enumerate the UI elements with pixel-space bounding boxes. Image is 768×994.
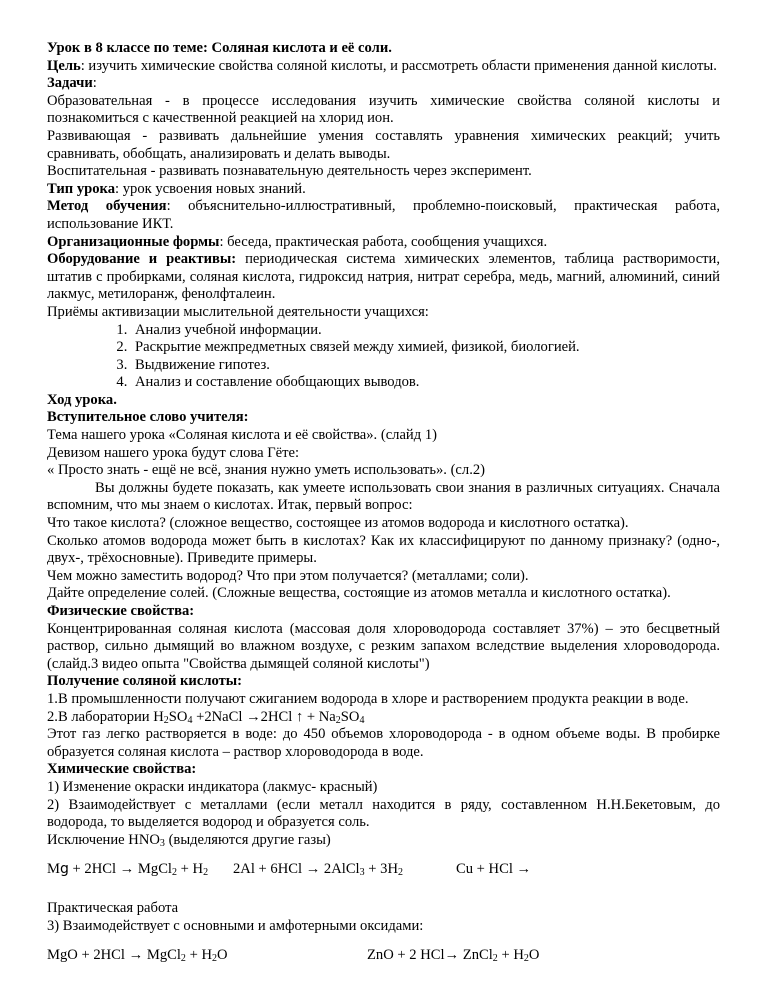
lesson-type-text: : урок усвоения новых знаний. bbox=[115, 180, 306, 197]
equation-row-metals bbox=[47, 861, 720, 879]
lesson-type-paragraph bbox=[47, 181, 720, 199]
method-text: : объяснительно-иллюстративный, проблемно-поисковый, практическая работа, использование ИКТ. bbox=[47, 198, 720, 232]
subscript: 3 bbox=[359, 867, 365, 879]
equation-zno bbox=[367, 947, 539, 965]
physical-heading: Физические свойства: bbox=[47, 603, 195, 619]
equipment-label: Оборудование и реактивы: bbox=[47, 251, 237, 268]
document-page bbox=[47, 40, 720, 965]
text-run: ZnO + 2 HCl→ ZnCl bbox=[367, 947, 493, 964]
subscript: 2 bbox=[398, 867, 403, 879]
intro-paragraph: Вы должны будете показать, как умеете использовать свои знания в различных ситуациях. Сначала вспомним, что мы знаем о кислотах. Итак, первый вопрос: bbox=[47, 479, 720, 514]
task-upbringing: Воспитательная - развивать познавательную деятельность через эксперимент. bbox=[47, 163, 532, 180]
subscript: 2 bbox=[335, 714, 341, 726]
task-developmental: Развивающая - развивать дальнейшие умения составлять уравнения химических реакций; учить сравнивать, обобщать, анализировать и делать выводы. bbox=[47, 127, 720, 162]
text-run: Исключение HNO bbox=[47, 831, 160, 848]
techniques-list bbox=[47, 322, 720, 392]
subscript: 2 bbox=[171, 867, 177, 879]
text-run: + 3H bbox=[364, 861, 398, 878]
goal-label: Цель bbox=[47, 57, 81, 74]
intro-line: « Просто знать - ещё не всё, знания нужно уметь использовать». (сл.2) bbox=[47, 462, 485, 479]
list-item: 1. Анализ учебной информации. bbox=[131, 322, 720, 340]
text-run: 2.В лаборатории H bbox=[47, 708, 164, 725]
text-run: g bbox=[59, 861, 69, 878]
question: Сколько атомов водорода может быть в кислотах? Как их классифицируют по данному признаку? (одно-, двух-, трёхосновные). Приведите примеры. bbox=[47, 532, 720, 567]
equation-row-oxides bbox=[47, 947, 720, 965]
chemical-heading: Химические свойства: bbox=[47, 761, 197, 778]
production-note: Этот газ легко растворяется в воде: до 450 объемов хлороводорода - в одном объеме воды. В пробирке образуется соляная кислота – раствор хлороводорода в воде. bbox=[47, 726, 720, 760]
intro-line: Тема нашего урока «Соляная кислота и её свойства». (слайд 1) bbox=[47, 427, 437, 444]
subscript: 2 bbox=[523, 953, 529, 965]
tasks-label: Задачи: bbox=[47, 75, 97, 92]
question: Что такое кислота? (сложное вещество, состоящее из атомов водорода и кислотного остатка). bbox=[47, 515, 629, 532]
equation-mg bbox=[47, 861, 233, 879]
method-paragraph bbox=[47, 198, 720, 233]
list-item: 2. Раскрытие межпредметных связей между химией, физикой, биологией. bbox=[131, 339, 720, 357]
text-run: MgO + 2HCl → MgCl bbox=[47, 947, 181, 964]
equation-cu: Cu + HCl → bbox=[456, 861, 532, 878]
text-run: O bbox=[528, 947, 540, 964]
goal-text: : изучить химические свойства соляной кислоты, и рассмотреть области применения данной кислоты. bbox=[80, 57, 717, 74]
equipment-paragraph bbox=[47, 251, 720, 304]
chem-exception bbox=[47, 832, 720, 850]
text-run: + H bbox=[497, 947, 524, 964]
text-run: M bbox=[47, 861, 60, 878]
subscript: 2 bbox=[212, 953, 217, 965]
equipment-text: периодическая система химических элементов, таблица растворимости, штатив с пробирками, соляная кислота, гидроксид натрия, нитрат серебра, медь, магний, алюминий, синий лакмус, метилоранж, фенолфталеин. bbox=[47, 251, 721, 303]
forms-paragraph bbox=[47, 234, 720, 252]
production-lab bbox=[47, 709, 720, 727]
goal-paragraph bbox=[47, 58, 720, 76]
intro-heading: Вступительное слово учителя: bbox=[47, 409, 249, 426]
list-item: 3. Выдвижение гипотез. bbox=[131, 357, 720, 375]
chem-property-1: 1) Изменение окраски индикатора (лакмус- красный) bbox=[47, 778, 378, 795]
text-run: SO bbox=[168, 708, 188, 725]
text-run: +2NaCl →2HCl ↑ + Na bbox=[192, 708, 336, 725]
physical-text: Концентрированная соляная кислота (массовая доля хлороводорода составляет 37%) – это бесцветный раствор, сильно дымящий во влажном воздухе, с резким запахом вследствие выделения хлороводорода. (слайд.3 видео опыта "Свойства дымящей соляной кислоты") bbox=[47, 620, 720, 672]
method-label: Метод обучения bbox=[47, 198, 167, 215]
text-run: + H bbox=[185, 947, 212, 964]
chem-property-3: 3) Взаимодействует с основными и амфотерными оксидами: bbox=[47, 917, 424, 934]
subscript: 2 bbox=[492, 953, 498, 965]
question: Дайте определение солей. (Сложные вещества, состоящие из атомов металла и кислотного остатка). bbox=[47, 585, 671, 602]
text-run: + H bbox=[176, 861, 204, 878]
text-run: SO bbox=[340, 708, 360, 725]
task-educational: Образовательная - в процессе исследования изучить химические свойства соляной кислоты и познакомиться с качественной реакцией на хлорид ион. bbox=[47, 92, 720, 127]
techniques-intro: Приёмы активизации мыслительной деятельности учащихся: bbox=[47, 303, 429, 320]
equation-mgo bbox=[47, 947, 367, 965]
intro-line: Девизом нашего урока будут слова Гёте: bbox=[47, 444, 300, 461]
subscript: 2 bbox=[163, 714, 169, 726]
equation-al bbox=[233, 861, 456, 879]
text-run: + 2HCl → MgCl bbox=[68, 861, 172, 878]
subscript: 4 bbox=[359, 714, 365, 726]
text-run: (выделяются другие газы) bbox=[164, 831, 331, 848]
lesson-type-label: Тип урока bbox=[47, 180, 116, 197]
subscript: 2 bbox=[203, 867, 209, 879]
production-heading: Получение соляной кислоты: bbox=[47, 673, 243, 690]
subscript: 4 bbox=[187, 714, 193, 726]
subscript: 3 bbox=[159, 837, 165, 849]
question: Чем можно заместить водород? Что при этом получается? (металлами; соли). bbox=[47, 567, 529, 584]
lesson-title: Урок в 8 классе по теме: Соляная кислота и её соли. bbox=[47, 40, 392, 56]
forms-label: Организационные формы bbox=[47, 233, 220, 250]
list-item: 4. Анализ и составление обобщающих выводов. bbox=[131, 374, 720, 392]
forms-text: : беседа, практическая работа, сообщения учащихся. bbox=[219, 233, 548, 250]
chem-property-2: 2) Взаимодействует с металлами (если металл находится в ряду, составленном Н.Н.Бекетовым, до водорода, то выделяется водород и образуется соль. bbox=[47, 796, 720, 831]
text-run: O bbox=[217, 947, 228, 964]
course-heading: Ход урока. bbox=[47, 391, 117, 408]
text-run: 2Al + 6HCl → 2AlCl bbox=[233, 861, 360, 878]
practical-work: Практическая работа bbox=[47, 899, 179, 916]
production-industry: 1.В промышленности получают сжиганием водорода в хлоре и растворением продукта реакции в воде. bbox=[47, 690, 689, 707]
subscript: 2 bbox=[180, 953, 186, 965]
tasks-label-text: Задачи bbox=[47, 75, 93, 92]
